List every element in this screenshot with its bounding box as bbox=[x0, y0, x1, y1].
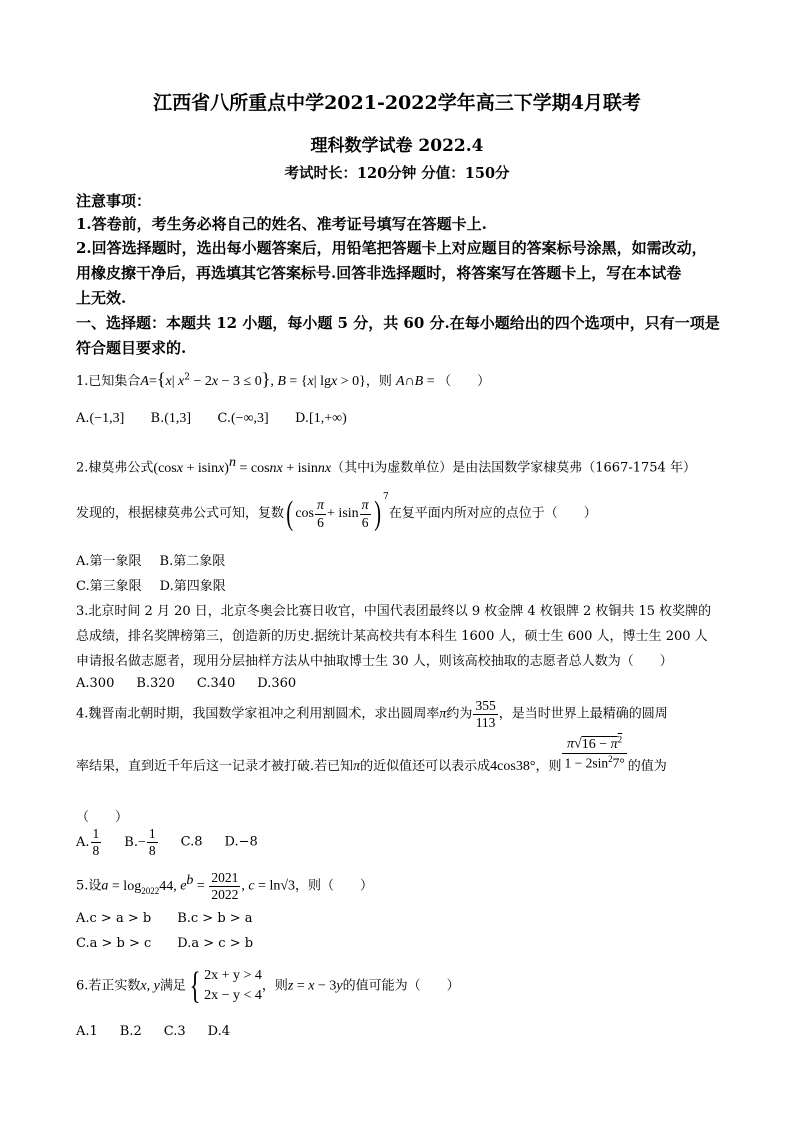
q1-options bbox=[76, 411, 347, 427]
question-3-line-2: 总成绩，排名奖牌榜第三，创造新的历史.据统计某高校共有本科生 1600 人，硕士生 600 人，博士生 200 人 bbox=[76, 629, 708, 644]
q4-options bbox=[76, 826, 258, 858]
question-1: 1.已知集合A={x| $x^2 - 2x - 3 \le 0$}, B = {x| lgx > 0}，则 A∩B = （ ） bbox=[76, 369, 491, 389]
q4-option-a[interactable]: A. $\frac{1}{8}$ bbox=[76, 826, 100, 858]
q2-option-b[interactable]: B.第二象限 bbox=[159, 554, 226, 569]
q5-option-d[interactable]: D.a > c > b bbox=[177, 936, 254, 951]
q1-option-b[interactable]: B.(1,3] bbox=[150, 411, 192, 426]
q3-option-a[interactable]: A.300 bbox=[76, 676, 115, 691]
q1-option-a[interactable]: A.(−1,3] bbox=[76, 411, 125, 426]
question-5: 5.设$a = \log_{2022}44$, $e^b$ = $\frac{2021}{2022}$ , c = ln√3，则（ ） bbox=[76, 870, 374, 902]
q6-option-b[interactable]: B.2 bbox=[119, 1024, 142, 1039]
q3-option-d[interactable]: D.360 bbox=[257, 676, 297, 691]
question-6: 6.若正实数x, y满足{ 2x + y > 4 2x − y < 4 ，则z = x − 3y的值可能为（ ） bbox=[76, 965, 460, 1007]
question-2-line-2: 发现的，根据棣莫弗公式可知，复数( cos $\frac{\pi}{6}$ + isin $\frac{\pi}{6}$ ) $^7$在复平面内所对应的点位于（ ） bbox=[76, 492, 597, 532]
q4-option-c[interactable]: C.8 bbox=[180, 834, 203, 850]
question-2-line-1: 2.棣莫弗公式$(\cos x + isinx)^n$ = cosnx + isinnx（其中i为虚数单位）是由法国数学家棣莫弗（1667-1754 年） bbox=[76, 455, 696, 476]
note-1: 1.答卷前，考生务必将自己的姓名、准考证号填写在答题卡上. bbox=[76, 215, 487, 233]
q2-option-d[interactable]: D.第四象限 bbox=[159, 579, 226, 594]
demoivre-formula: $(\cos x + isinx)^n$ = cosnx + isinnx bbox=[153, 455, 332, 476]
question-3-line-3: 申请报名做志愿者，现用分层抽样方法从中抽取博士生 30 人，则该高校抽取的志愿者总人数为（ ） bbox=[76, 654, 673, 669]
question-4-line-3: （ ） bbox=[76, 810, 129, 825]
section-heading-line-1: 一、选择题：本题共 12 小题，每小题 5 分，共 60 分.在每小题给出的四个选项中，只有一项是 bbox=[76, 314, 720, 332]
q1-set-expression: A bbox=[140, 374, 149, 389]
q4-option-b[interactable]: B.− $\frac{1}{8}$ bbox=[124, 826, 156, 858]
exam-info: 考试时长：120分钟 分值：150分 bbox=[284, 165, 510, 182]
q2-option-a[interactable]: A.第一象限 bbox=[76, 554, 142, 569]
question-4-line-2: 率结果，直到近千年后这一记录才被打破.若已知π的近似值还可以表示成4cos38°，则 $\frac{\pi√16 - \pi^2}{1 - 2\sin^27^\circ}$ 的值为 bbox=[76, 734, 667, 774]
exam-subtitle: 理科数学试卷 2022.4 bbox=[310, 136, 484, 156]
note-2-line-2: 用橡皮擦干净后，再选填其它答案标号.回答非选择题时，将答案写在答题卡上，写在本试卷 bbox=[76, 264, 682, 282]
q6-option-c[interactable]: C.3 bbox=[163, 1024, 186, 1039]
q5-option-c[interactable]: C.a > b > c bbox=[76, 936, 152, 951]
note-2-line-3: 上无效. bbox=[76, 289, 127, 307]
notes-heading: 注意事项： bbox=[76, 192, 152, 210]
q3-option-b[interactable]: B.320 bbox=[136, 676, 175, 691]
q6-inequality-2: 2x − y < 4 bbox=[204, 988, 262, 1003]
q5-options-row-1 bbox=[76, 911, 253, 926]
q6-options bbox=[76, 1024, 230, 1039]
q1-prefix: 1.已知集合 bbox=[76, 374, 141, 389]
q1-option-c[interactable]: C.(−∞,3] bbox=[217, 411, 269, 426]
q6-inequality-1: 2x + y > 4 bbox=[204, 968, 262, 984]
exam-title: 江西省八所重点中学2021-2022学年高三下学期4月联考 bbox=[153, 92, 641, 114]
q5-option-b[interactable]: B.c > b > a bbox=[177, 911, 253, 926]
section-heading-line-2: 符合题目要求的. bbox=[76, 339, 187, 357]
q5-option-a[interactable]: A.c > a > b bbox=[76, 911, 152, 926]
question-3-line-1: 3.北京时间 2 月 20 日，北京冬奥会比赛日收官，中国代表团最终以 9 枚金牌 4 枚银牌 2 枚铜共 15 枚奖牌的 bbox=[76, 604, 712, 619]
q1-option-d[interactable]: D.[1,+∞) bbox=[294, 411, 347, 426]
q5-options-row-2 bbox=[76, 936, 253, 951]
q2-options-row-2 bbox=[76, 575, 226, 594]
q2-option-c[interactable]: C.第三象限 bbox=[76, 579, 142, 594]
q6-option-d[interactable]: D.4 bbox=[207, 1024, 231, 1039]
question-4-line-1: 4.魏晋南北朝时期，我国数学家祖冲之利用割圆术，求出圆周率π约为 $\frac{355}{113}$ ，是当时世界上最精确的圆周 bbox=[76, 698, 668, 730]
q2-options-row-1 bbox=[76, 550, 225, 569]
q4-option-d[interactable]: D.−8 bbox=[224, 834, 258, 850]
q6-option-a[interactable]: A.1 bbox=[76, 1024, 98, 1039]
q3-option-c[interactable]: C.340 bbox=[196, 676, 236, 691]
q3-options bbox=[76, 676, 296, 691]
note-2-line-1: 2.回答选择题时，选出每小题答案后，用铅笔把答题卡上对应题目的答案标号涂黑，如需改动， bbox=[76, 239, 707, 257]
